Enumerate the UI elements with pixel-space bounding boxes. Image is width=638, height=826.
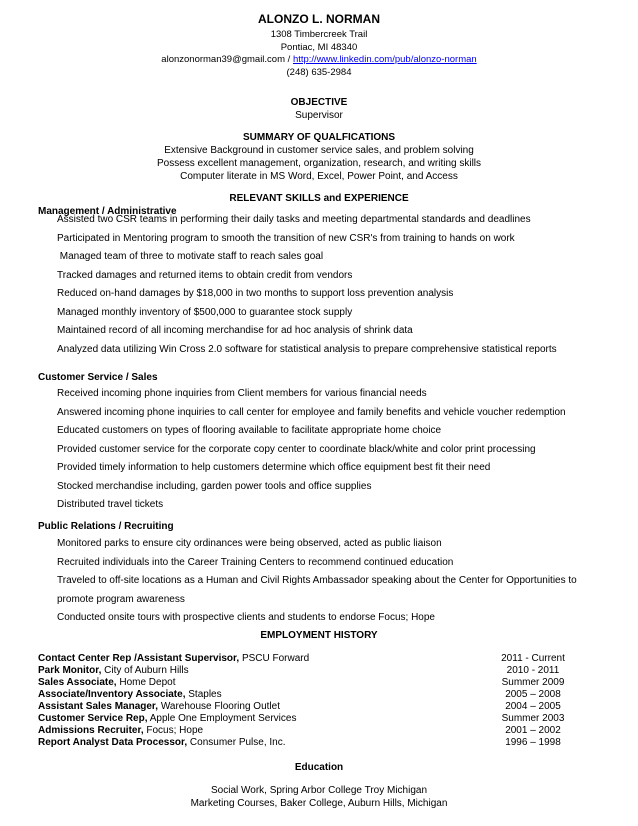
customer-service-list — [57, 387, 566, 517]
job-org: Consumer Pulse, Inc. — [187, 737, 286, 748]
job-dates: Summer 2003 — [501, 713, 565, 724]
job-role: Admissions Recruiter, — [38, 725, 144, 736]
list-item: promote program awareness — [57, 593, 185, 605]
contact-block — [0, 29, 638, 79]
objective-section — [0, 96, 638, 122]
employment-table — [38, 653, 578, 749]
education-line: Marketing Courses, Baker College, Auburn Hills, Michigan — [190, 798, 448, 809]
list-item: Analyzed data utilizing Win Cross 2.0 software for statistical analysis to prepare comprehensive statistical reports — [57, 343, 557, 355]
city-state-zip: Pontiac, MI 48340 — [280, 41, 358, 53]
list-item: Conducted onsite tours with prospective clients and students to endorse Focus; Hope — [57, 612, 435, 623]
group-title-customer-service: Customer Service / Sales — [38, 372, 158, 383]
job-role: Park Monitor, — [38, 665, 102, 676]
list-item: Maintained record of all incoming merchandise for ad hoc analysis of shrink data — [57, 325, 413, 336]
employment-row — [38, 701, 578, 713]
job-dates: Summer 2009 — [501, 677, 565, 688]
education-title: Education — [294, 762, 344, 773]
list-item: Participated in Mentoring program to smooth the transition of new CSR's from training to hands on work — [57, 232, 515, 244]
job-org: Focus; Hope — [143, 725, 204, 736]
job-role: Contact Center Rep /Assistant Supervisor, — [38, 653, 240, 664]
job-dates: 1996 – 1998 — [505, 737, 561, 748]
resume-name: ALONZO L. NORMAN — [258, 12, 380, 26]
education-section — [0, 784, 638, 810]
employment-row — [38, 677, 578, 689]
list-item: Provided customer service for the corporate copy center to coordinate black/white and color print processing — [57, 443, 536, 455]
list-item: Traveled to off-site locations as a Human and Civil Rights Ambassador speaking about the Center for Opportunities to — [57, 575, 577, 586]
list-item: Assisted two CSR teams in performing their daily tasks and meeting departmental standards and deadlines — [57, 214, 531, 225]
summary-line: Possess excellent management, organization, research, and writing skills — [156, 158, 482, 169]
job-org: PSCU Forward — [239, 653, 310, 664]
list-item: Answered incoming phone inquiries to call center for employee and family benefits and vehicle voucher redemption — [57, 406, 566, 418]
job-org: Apple One Employment Services — [147, 713, 297, 724]
job-dates: 2004 – 2005 — [505, 701, 561, 712]
employment-row — [38, 725, 578, 737]
job-role: Associate/Inventory Associate, — [38, 689, 186, 700]
employment-row — [38, 665, 578, 677]
group-title-public-relations: Public Relations / Recruiting — [38, 521, 174, 532]
contact-separator: / — [285, 54, 293, 65]
job-org: Warehouse Flooring Outlet — [158, 701, 280, 712]
email-address: alonzonorman39@gmail.com — [161, 54, 286, 65]
objective-text: Supervisor — [295, 110, 343, 121]
job-dates: 2001 – 2002 — [505, 725, 561, 736]
summary-line: Computer literate in MS Word, Excel, Power Point, and Access — [180, 171, 458, 182]
job-role: Report Analyst Data Processor, — [38, 737, 188, 748]
list-item: Stocked merchandise including, garden power tools and office supplies — [57, 480, 372, 492]
employment-row — [38, 713, 578, 725]
job-role: Sales Associate, — [38, 677, 117, 688]
job-role: Customer Service Rep, — [38, 713, 148, 724]
employment-title: EMPLOYMENT HISTORY — [260, 630, 378, 641]
job-org: Home Depot — [116, 677, 176, 688]
job-dates: 2011 - Current — [501, 653, 565, 664]
job-org: Staples — [185, 689, 222, 700]
linkedin-link[interactable]: http://www.linkedin.com/pub/alonzo-norman — [292, 54, 477, 65]
employment-row — [38, 737, 578, 749]
public-relations-list — [57, 537, 577, 630]
management-list — [57, 213, 557, 361]
list-item: Reduced on-hand damages by $18,000 in two months to support loss prevention analysis — [57, 288, 454, 299]
list-item: Tracked damages and returned items to obtain credit from vendors — [57, 269, 353, 281]
objective-title: OBJECTIVE — [290, 97, 348, 108]
list-item: Educated customers on types of flooring available to facilitate appropriate home choice — [57, 425, 442, 436]
list-item: Managed monthly inventory of $500,000 to guarantee stock supply — [57, 306, 353, 318]
street-address: 1308 Timbercreek Trail — [270, 29, 368, 40]
summary-line: Extensive Background in customer service sales, and problem solving — [164, 145, 474, 156]
job-org: City of Auburn Hills — [101, 665, 189, 676]
education-line: Social Work, Spring Arbor College Troy Michigan — [210, 785, 428, 796]
summary-title: SUMMARY OF QUALFICATIONS — [242, 132, 396, 143]
phone-number: (248) 635-2984 — [286, 66, 352, 78]
summary-section — [0, 131, 638, 183]
job-dates: 2010 - 2011 — [506, 665, 560, 676]
employment-row — [38, 689, 578, 701]
employment-row — [38, 653, 578, 665]
list-item: Received incoming phone inquiries from Client members for various financial needs — [57, 388, 427, 399]
email-linkedin-line — [0, 54, 638, 67]
job-role: Assistant Sales Manager, — [38, 701, 159, 712]
list-item: Monitored parks to ensure city ordinances were being observed, acted as public liaison — [57, 538, 442, 549]
list-item: Provided timely information to help customers determine which office equipment best fit their need — [57, 462, 491, 473]
list-item: Managed team of three to motivate staff to reach sales goal — [57, 251, 324, 262]
list-item: Distributed travel tickets — [57, 499, 164, 510]
group-title-management: Management / Administrative — [38, 206, 177, 217]
job-dates: 2005 – 2008 — [505, 689, 561, 700]
skills-title: RELEVANT SKILLS and EXPERIENCE — [229, 193, 409, 204]
list-item: Recruited individuals into the Career Training Centers to recommend continued education — [57, 556, 454, 568]
